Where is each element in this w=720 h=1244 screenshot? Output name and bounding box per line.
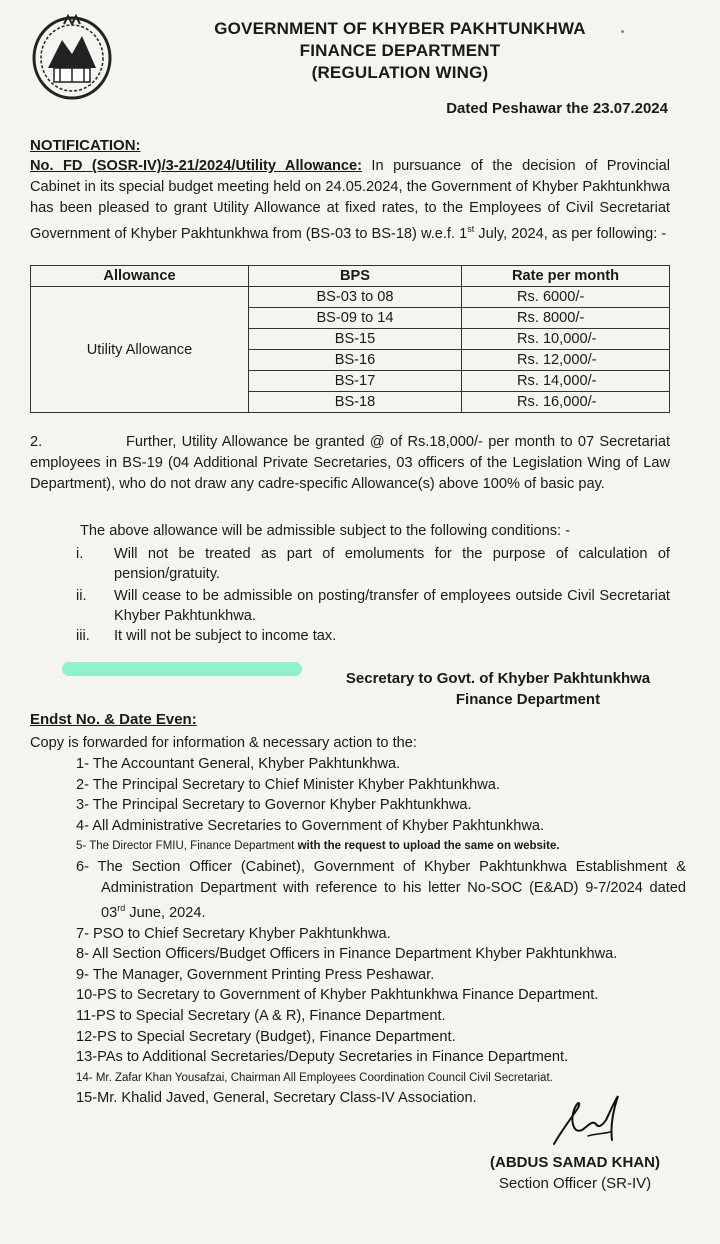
secretary-department: Finance Department [455, 691, 601, 708]
list-item: 2- The Principal Secretary to Chief Minister Khyber Pakhtunkhwa. [76, 776, 500, 793]
rate-cell: Rs. 6000/- [462, 287, 670, 308]
bps-cell: BS-16 [249, 350, 462, 371]
ordinal-suffix: st [467, 224, 475, 234]
bps-cell: BS-18 [249, 392, 462, 413]
letterhead-government: GOVERNMENT OF KHYBER PAKHTUNKHWA [214, 19, 586, 38]
table-header-row [31, 266, 670, 287]
list-item: 13-PAs to Additional Secretaries/Deputy Secretaries in Finance Department. [76, 1049, 569, 1066]
letterhead [150, 18, 650, 84]
copy-forward-line: Copy is forwarded for information & necessary action to the: [30, 735, 417, 751]
condition-item [76, 626, 670, 646]
conditions-intro: The above allowance will be admissible subject to the following conditions: - [80, 523, 570, 539]
rate-cell: Rs. 10,000/- [462, 329, 670, 350]
secretary-signature-block [318, 668, 678, 710]
secretary-title: Secretary to Govt. of Khyber Pakhtunkhwa [345, 670, 651, 687]
bps-cell: BS-15 [249, 329, 462, 350]
list-item: 14- Mr. Zafar Khan Yousafzai, Chairman All Employees Coordination Council Civil Secretariat. [76, 1071, 553, 1084]
allowance-rates-table [30, 265, 670, 413]
list-item-tail: June, 2024. [125, 905, 206, 922]
table-row [31, 287, 670, 308]
handwritten-signature [548, 1090, 628, 1154]
list-item-text: 6- The Section Officer (Cabinet), Government of Khyber Pakhtunkhwa Establishment & Administration Department with reference to his letter No-SOC (E&AD) 9-7/2024 dated 03 [76, 858, 686, 922]
rate-cell: Rs. 16,000/- [462, 392, 670, 413]
paragraph-text-b: July, 2024, as per following: - [474, 225, 667, 242]
highlighter-mark [62, 662, 302, 676]
letterhead-department: FINANCE DEPARTMENT [299, 41, 501, 60]
signer-name: (ABDUS SAMAD KHAN) [490, 1154, 660, 1171]
paragraph-2-text: Further, Utility Allowance be granted @ of Rs.18,000/- per month to 07 Secretariat employees in BS-19 (04 Additional Private Secretaries, 03 officers of the Legislation Wing of Law Department), who do not draw any cadre-specific Allowance(s) above 100% of basic pay. [30, 434, 670, 492]
allowance-name-cell: Utility Allowance [31, 287, 249, 413]
paragraph-2-number: 2. [30, 434, 43, 450]
list-item: 3- The Principal Secretary to Governor Khyber Pakhtunkhwa. [76, 797, 472, 814]
header-bps: BPS [249, 266, 462, 287]
notification-heading: NOTIFICATION: [30, 137, 141, 154]
notification-paragraph [30, 156, 670, 245]
bps-cell: BS-09 to 14 [249, 308, 462, 329]
list-item: 15-Mr. Khalid Javed, General, Secretary Class-IV Association. [76, 1090, 477, 1107]
section-officer-block [470, 1152, 680, 1194]
header-rate: Rate per month [462, 266, 670, 287]
list-item-bold-text: with the request to upload the same on website. [297, 840, 560, 853]
reference-number: No. FD (SOSR-IV)/3-21/2024/Utility Allowance: [30, 158, 362, 174]
paragraph-text-a: In pursuance of the decision of Provincial Cabinet in its special budget meeting held on 24.05.2024, the Government of Khyber Pakhtunkhwa has been pleased to grant Utility Allowance at fixed rates, to the Employees of Civil Secretariat Government of Khyber Pakhtunkhwa from (BS-03 to BS-18) w.e.f. 1 [30, 158, 670, 242]
list-item: 9- The Manager, Government Printing Press Peshawar. [76, 966, 435, 983]
condition-number: i. [76, 546, 84, 562]
distribution-list [76, 754, 686, 1109]
condition-text: It will not be subject to income tax. [114, 628, 337, 644]
list-item-text: 5- The Director FMIU, Finance Department [76, 840, 298, 853]
list-item [76, 857, 686, 924]
condition-number: iii. [76, 628, 90, 644]
list-item: 7- PSO to Chief Secretary Khyber Pakhtunkhwa. [76, 925, 391, 942]
ordinal-suffix: rd [117, 903, 126, 914]
list-item: 4- All Administrative Secretaries to Government of Khyber Pakhtunkhwa. [76, 817, 545, 834]
endorsement-heading: Endst No. & Date Even: [30, 711, 197, 728]
list-item: 12-PS to Special Secretary (Budget), Finance Department. [76, 1028, 456, 1045]
condition-text: Will cease to be admissible on posting/transfer of employees outside Civil Secretariat Khyber Pakhtunkhwa. [114, 588, 670, 624]
letterhead-wing: (REGULATION WING) [311, 63, 489, 82]
header-allowance: Allowance [31, 266, 249, 287]
list-item: 10-PS to Secretary to Government of Khyber Pakhtunkhwa Finance Department. [76, 987, 599, 1004]
list-item: 1- The Accountant General, Khyber Pakhtunkhwa. [76, 756, 401, 772]
date-line: Dated Peshawar the 23.07.2024 [446, 100, 668, 117]
condition-item [76, 586, 670, 626]
rate-cell: Rs. 14,000/- [462, 371, 670, 392]
bps-cell: BS-17 [249, 371, 462, 392]
scan-speck [621, 30, 624, 33]
condition-number: ii. [76, 588, 87, 604]
condition-text: Will not be treated as part of emoluments for the purpose of calculation of pension/gratuity. [114, 546, 670, 582]
rate-cell: Rs. 12,000/- [462, 350, 670, 371]
condition-item [76, 544, 670, 584]
list-item: 11-PS to Special Secretary (A & R), Finance Department. [76, 1007, 446, 1024]
government-seal-logo [30, 10, 114, 102]
bps-cell: BS-03 to 08 [249, 287, 462, 308]
paragraph-2 [30, 432, 670, 495]
signer-title: Section Officer (SR-IV) [498, 1175, 652, 1192]
rate-cell: Rs. 8000/- [462, 308, 670, 329]
list-item: 8- All Section Officers/Budget Officers in Finance Department Khyber Pakhtunkhwa. [76, 946, 618, 963]
list-item [76, 836, 686, 857]
